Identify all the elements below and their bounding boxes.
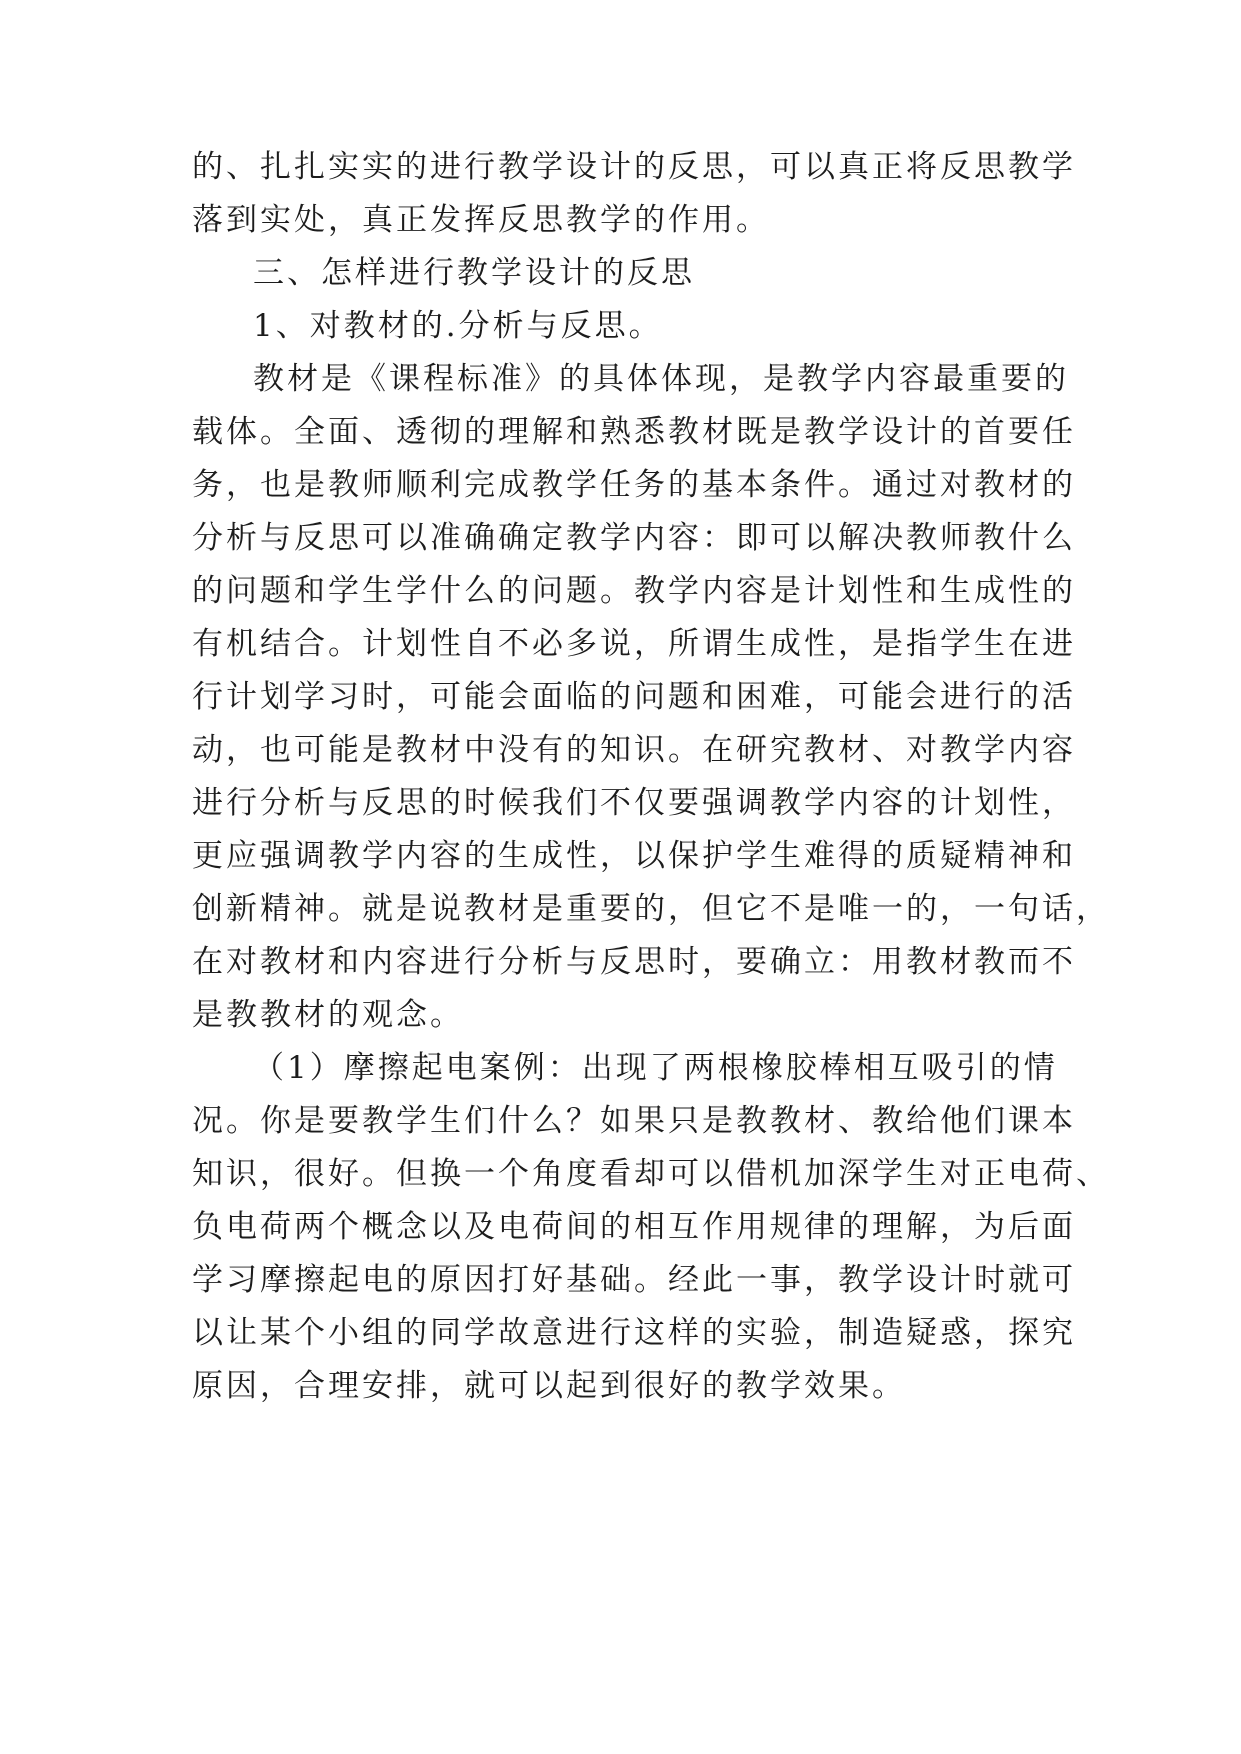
subsection-heading: 1、对教材的.分析与反思。 — [253, 308, 663, 344]
text-line: 有机结合。计划性自不必多说，所谓生成性，是指学生在进 — [192, 626, 1076, 662]
text-line: 的问题和学生学什么的问题。教学内容是计划性和生成性的 — [192, 573, 1076, 609]
text-line: 创新精神。就是说教材是重要的，但它不是唯一的，一句话， — [192, 891, 1110, 927]
text-line: 更应强调教学内容的生成性，以保护学生难得的质疑精神和 — [192, 838, 1076, 874]
text-line: 分析与反思可以准确确定教学内容：即可以解决教师教什么 — [192, 520, 1076, 556]
text-line: 知识，很好。但换一个角度看却可以借机加深学生对正电荷、 — [192, 1156, 1110, 1192]
text-line: 学习摩擦起电的原因打好基础。经此一事，教学设计时就可 — [192, 1262, 1076, 1298]
case-heading-line: （1）摩擦起电案例：出现了两根橡胶棒相互吸引的情 — [253, 1050, 1058, 1086]
paragraph-first-line: 教材是《课程标准》的具体体现，是教学内容最重要的 — [253, 361, 1069, 397]
text-line: 载体。全面、透彻的理解和熟悉教材既是教学设计的首要任 — [192, 414, 1076, 450]
text-line: 以让某个小组的同学故意进行这样的实验，制造疑惑，探究 — [192, 1315, 1076, 1351]
text-line: 落到实处，真正发挥反思教学的作用。 — [192, 202, 770, 238]
text-line: 负电荷两个概念以及电荷间的相互作用规律的理解，为后面 — [192, 1209, 1076, 1245]
text-line: 况。你是要教学生们什么？如果只是教教材、教给他们课本 — [192, 1103, 1076, 1139]
text-line: 原因，合理安排，就可以起到很好的教学效果。 — [192, 1368, 906, 1404]
text-line: 在对教材和内容进行分析与反思时，要确立：用教材教而不 — [192, 944, 1076, 980]
text-line: 进行分析与反思的时候我们不仅要强调教学内容的计划性， — [192, 785, 1076, 821]
text-line: 动，也可能是教材中没有的知识。在研究教材、对教学内容 — [192, 732, 1076, 768]
text-line: 是教教材的观念。 — [192, 997, 464, 1033]
text-line: 务，也是教师顺利完成教学任务的基本条件。通过对教材的 — [192, 467, 1076, 503]
text-line: 行计划学习时，可能会面临的问题和困难，可能会进行的活 — [192, 679, 1076, 715]
text-line: 的、扎扎实实的进行教学设计的反思，可以真正将反思教学 — [192, 149, 1076, 185]
section-heading: 三、怎样进行教学设计的反思 — [253, 255, 695, 291]
